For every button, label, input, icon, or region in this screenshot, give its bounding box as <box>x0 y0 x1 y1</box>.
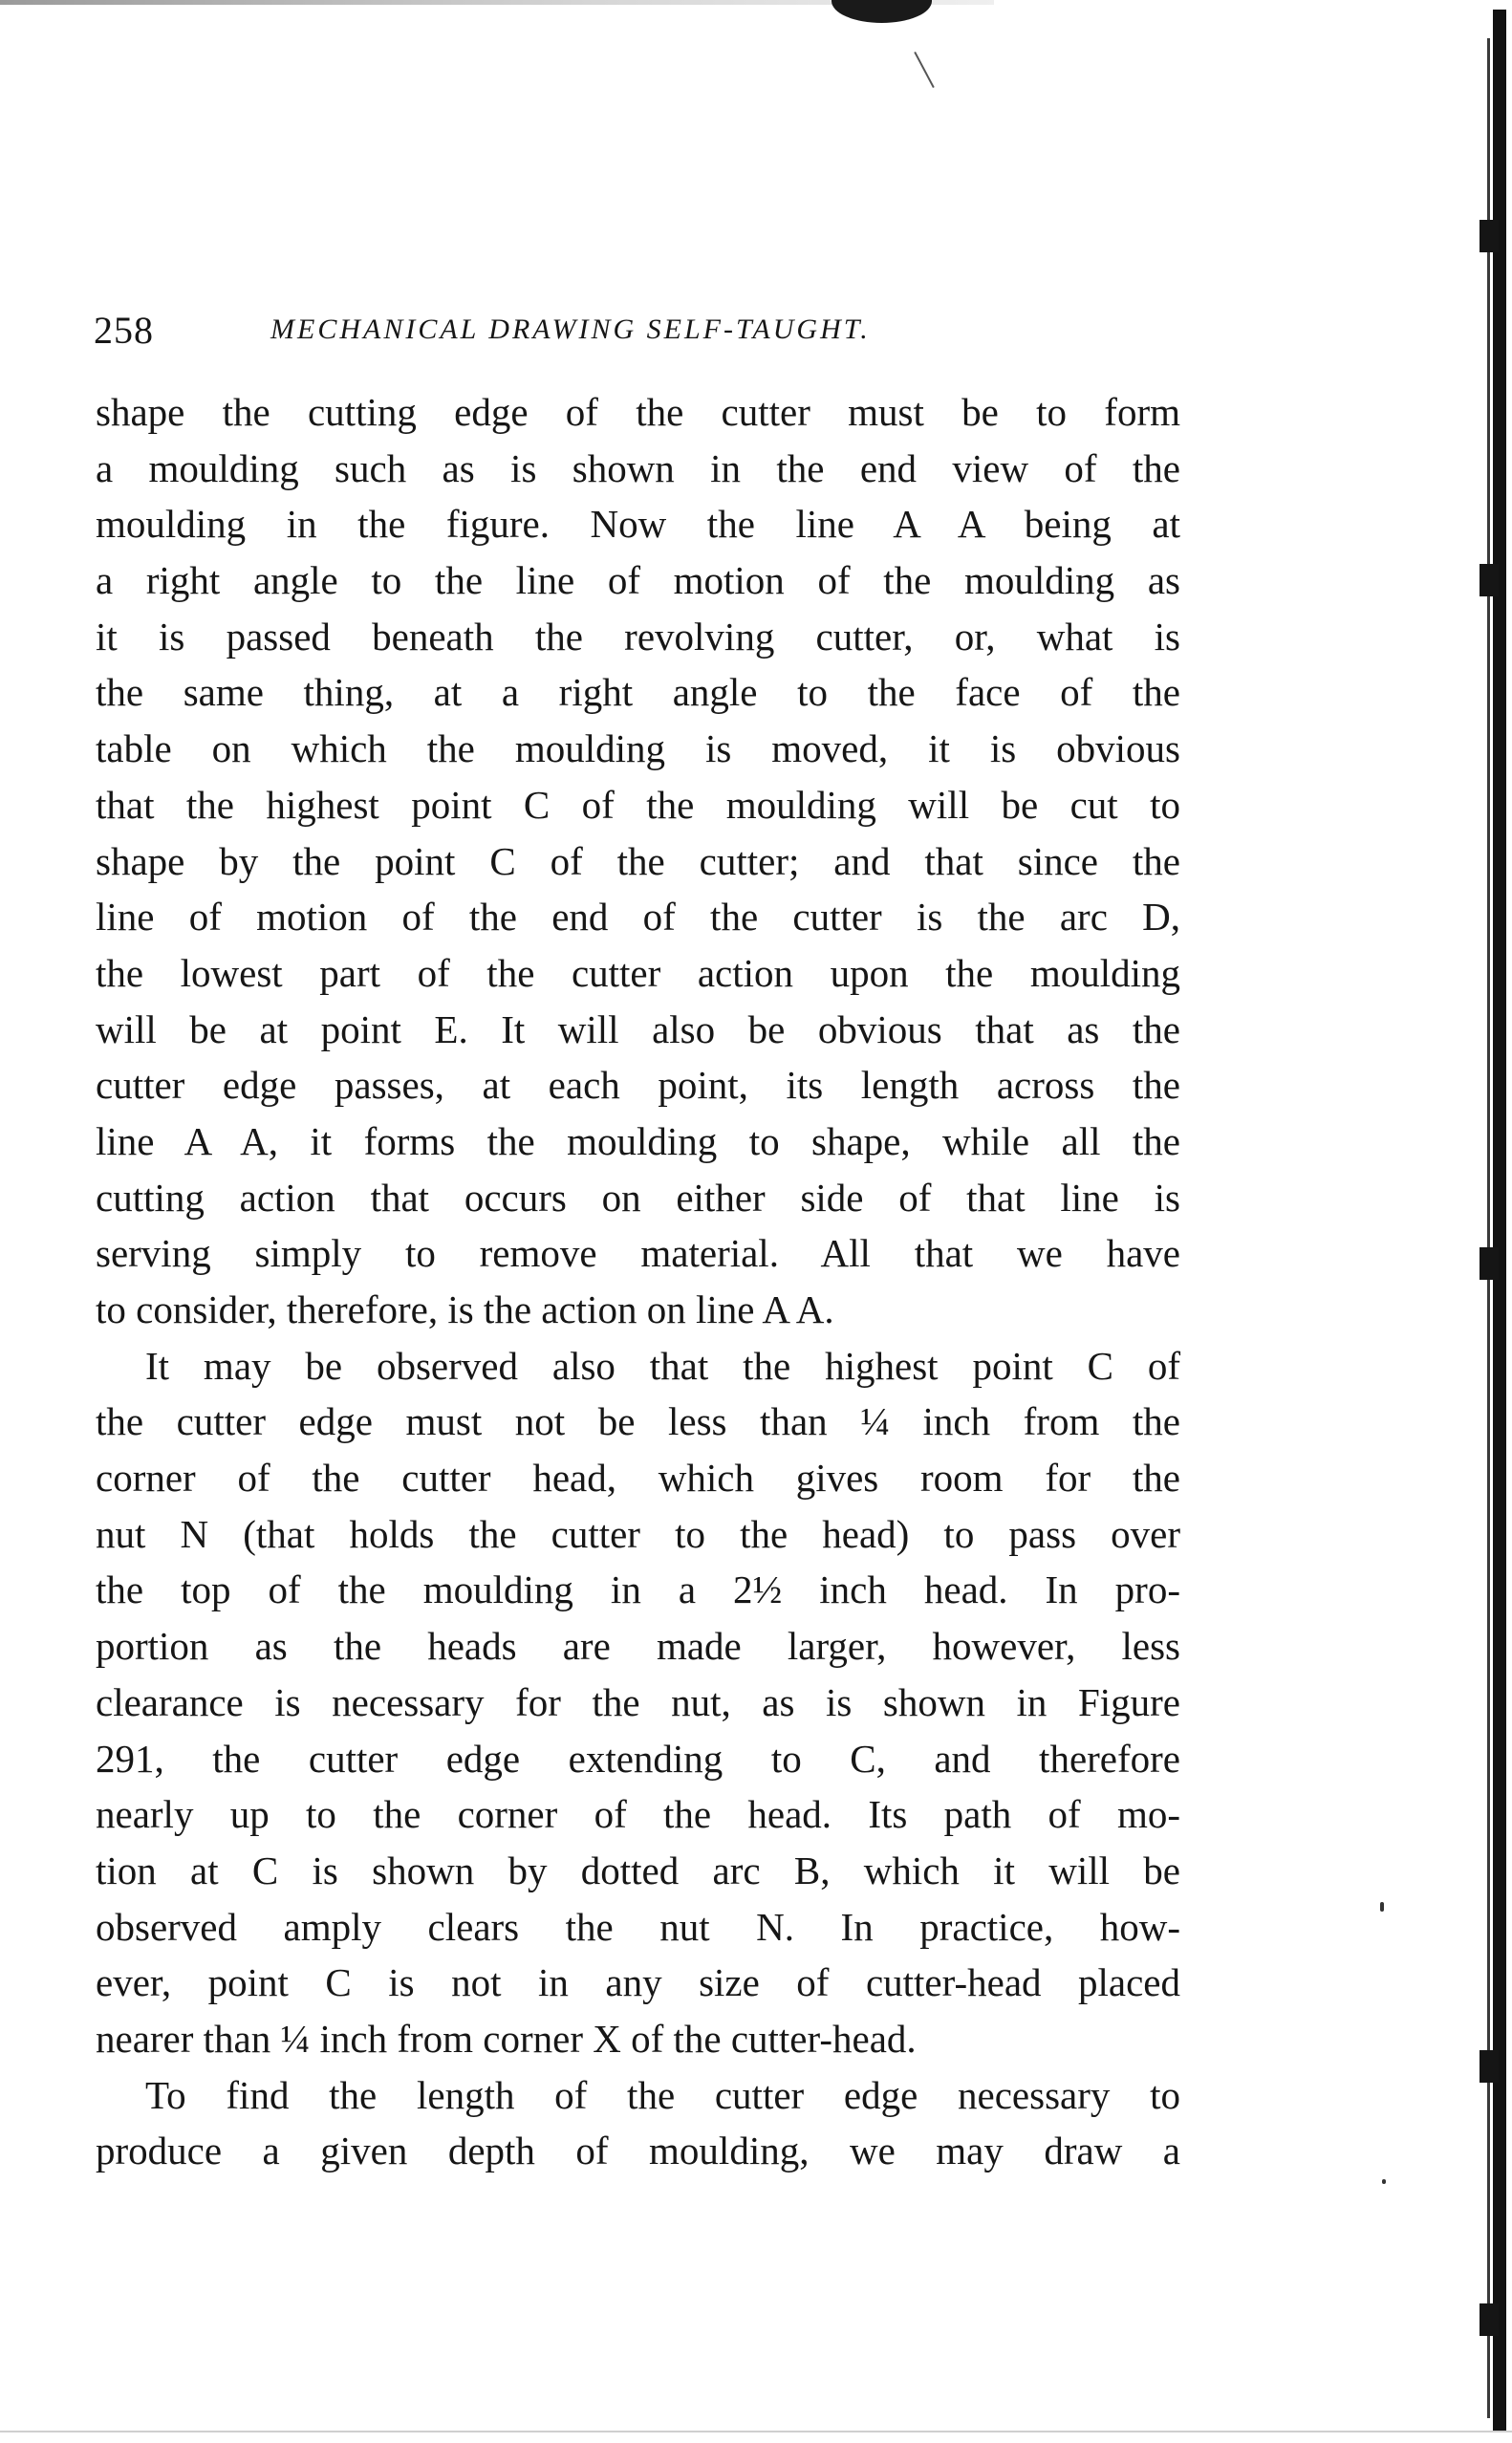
running-title: MECHANICAL DRAWING SELF-TAUGHT. <box>270 313 871 345</box>
scan-speck <box>1382 2179 1386 2184</box>
text-line: the cutter edge must not be less than ¼ inch from the <box>96 1399 1180 1444</box>
text-line: the same thing, at a right angle to the face of the <box>96 670 1180 715</box>
scan-pencil-mark <box>914 52 934 88</box>
text-line: nut N (that holds the cutter to the head) to pass over <box>96 1511 1180 1556</box>
text-line: nearly up to the corner of the head. Its path of mo- <box>96 1792 1180 1837</box>
text-line: tion at C is shown by dotted arc B, which it will be <box>96 1848 1180 1892</box>
binding-mark <box>1480 220 1499 252</box>
text-line: ever, point C is not in any size of cutter-head placed <box>96 1960 1180 2005</box>
text-line: it is passed beneath the revolving cutter, or, what is <box>96 614 1180 659</box>
text-line: line A A, it forms the moulding to shape, while all the <box>96 1118 1180 1163</box>
binding-mark <box>1480 2303 1499 2336</box>
text-line: cutting action that occurs on either side of that line is <box>96 1175 1180 1220</box>
text-line: portion as the heads are made larger, however, less <box>96 1624 1180 1669</box>
text-line: to consider, therefore, is the action on line A A. <box>96 1287 834 1331</box>
text-line: It may be observed also that the highest point C of <box>145 1343 1180 1388</box>
text-line: corner of the cutter head, which gives room for the <box>96 1456 1180 1501</box>
text-line: nearer than ¼ inch from corner X of the cutter-head. <box>96 2016 917 2061</box>
text-line: a right angle to the line of motion of the moulding as <box>96 558 1180 603</box>
text-line: shape the cutting edge of the cutter must be to form <box>96 390 1180 434</box>
paragraph-3 <box>96 2067 1180 2179</box>
text-line: line of motion of the end of the cutter is the arc D, <box>96 895 1180 940</box>
scan-speck <box>1380 1902 1384 1912</box>
text-line: clearance is necessary for the nut, as is shown in Figure <box>96 1679 1180 1724</box>
text-line: that the highest point C of the moulding will be cut to <box>96 782 1180 827</box>
text-line: To find the length of the cutter edge necessary to <box>145 2072 1180 2117</box>
text-line: serving simply to remove material. All that we have <box>96 1231 1180 1276</box>
paragraph-2 <box>96 1338 1180 2067</box>
text-line: moulding in the figure. Now the line A A being at <box>96 502 1180 547</box>
text-line: cutter edge passes, at each point, its length across the <box>96 1063 1180 1108</box>
text-line: observed amply clears the nut N. In practice, how- <box>96 1904 1180 1949</box>
text-line: shape by the point C of the cutter; and that since the <box>96 838 1180 883</box>
text-line: produce a given depth of moulding, we may draw a <box>96 2129 1180 2173</box>
scan-ink-blot <box>832 0 932 23</box>
page-number: 258 <box>94 309 154 352</box>
text-line: the top of the moulding in a 2½ inch head. In pro- <box>96 1567 1180 1612</box>
binding-mark <box>1480 2050 1499 2083</box>
text-line: will be at point E. It will also be obvious that as the <box>96 1006 1180 1051</box>
text-line: 291, the cutter edge extending to C, and therefore <box>96 1736 1180 1781</box>
binding-mark <box>1480 564 1499 596</box>
running-head <box>94 308 1202 365</box>
paragraph-1 <box>96 384 1180 1338</box>
text-line: a moulding such as is shown in the end view of the <box>96 445 1180 490</box>
body-text <box>96 384 1180 2179</box>
text-line: the lowest part of the cutter action upon the moulding <box>96 950 1180 995</box>
text-line: table on which the moulding is moved, it is obvious <box>96 726 1180 771</box>
binding-mark <box>1480 1247 1499 1280</box>
scan-bottom-rule <box>0 2431 1512 2432</box>
